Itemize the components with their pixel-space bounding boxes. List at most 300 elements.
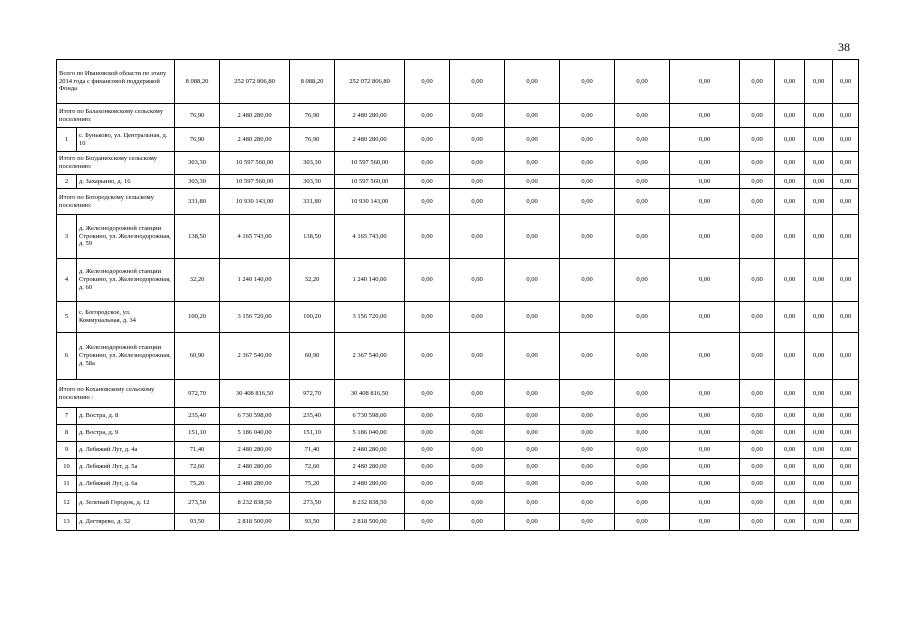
value-cell: 0,00	[615, 215, 670, 259]
value-cell: 0,00	[560, 408, 615, 425]
value-cell: 273,50	[290, 493, 335, 514]
value-cell: 0,00	[805, 425, 833, 442]
value-cell: 0,00	[740, 175, 775, 189]
value-cell: 0,00	[670, 259, 740, 302]
value-cell: 2 480 280,00	[220, 128, 290, 152]
value-cell: 0,00	[405, 215, 450, 259]
value-cell: 0,00	[805, 175, 833, 189]
value-cell: 0,00	[560, 215, 615, 259]
value-cell: 0,00	[560, 152, 615, 175]
value-cell: 0,00	[740, 425, 775, 442]
value-cell: 303,30	[175, 152, 220, 175]
value-cell: 331,80	[175, 189, 220, 215]
value-cell: 0,00	[615, 104, 670, 128]
value-cell: 0,00	[805, 60, 833, 104]
value-cell: 0,00	[405, 408, 450, 425]
value-cell: 0,00	[450, 259, 505, 302]
value-cell: 0,00	[615, 380, 670, 408]
value-cell: 0,00	[505, 459, 560, 476]
value-cell: 32,20	[290, 259, 335, 302]
value-cell: 0,00	[670, 476, 740, 493]
value-cell: 303,30	[290, 152, 335, 175]
address-cell: д. Железнодорожной станции Строкино, ул. Железнодорожная, д. 60	[77, 259, 175, 302]
value-cell: 2 367 540,00	[335, 333, 405, 380]
value-cell: 0,00	[450, 514, 505, 531]
value-cell: 2 480 280,00	[335, 476, 405, 493]
value-cell: 71,40	[175, 442, 220, 459]
value-cell: 0,00	[670, 104, 740, 128]
value-cell: 0,00	[833, 215, 859, 259]
value-cell: 0,00	[450, 215, 505, 259]
value-cell: 76,90	[290, 104, 335, 128]
value-cell: 8 232 838,50	[220, 493, 290, 514]
value-cell: 0,00	[775, 104, 805, 128]
value-cell: 3 156 720,00	[335, 302, 405, 333]
value-cell: 0,00	[805, 493, 833, 514]
value-cell: 0,00	[833, 302, 859, 333]
row-number-cell: 3	[57, 215, 77, 259]
value-cell: 0,00	[450, 175, 505, 189]
value-cell: 0,00	[560, 493, 615, 514]
value-cell: 0,00	[505, 175, 560, 189]
value-cell: 0,00	[670, 493, 740, 514]
value-cell: 0,00	[775, 425, 805, 442]
value-cell: 0,00	[670, 302, 740, 333]
value-cell: 0,00	[615, 476, 670, 493]
value-cell: 0,00	[505, 215, 560, 259]
value-cell: 0,00	[560, 333, 615, 380]
value-cell: 0,00	[505, 514, 560, 531]
value-cell: 0,00	[405, 333, 450, 380]
value-cell: 6 730 598,00	[220, 408, 290, 425]
page-number: 38	[838, 40, 850, 54]
summary-label-cell: Итого по Богородскому сельскому поселению:	[57, 189, 175, 215]
value-cell: 0,00	[833, 104, 859, 128]
value-cell: 0,00	[670, 380, 740, 408]
value-cell: 0,00	[560, 259, 615, 302]
value-cell: 76,90	[175, 104, 220, 128]
value-cell: 30 408 816,50	[220, 380, 290, 408]
summary-label-cell: Всего по Ивановской области по этапу 2014 года с финансовой поддержкой Фонда	[57, 60, 175, 104]
value-cell: 235,40	[175, 408, 220, 425]
value-cell: 0,00	[615, 442, 670, 459]
value-cell: 0,00	[740, 60, 775, 104]
value-cell: 0,00	[505, 333, 560, 380]
value-cell: 0,00	[560, 442, 615, 459]
value-cell: 3 156 720,00	[220, 302, 290, 333]
value-cell: 0,00	[615, 259, 670, 302]
value-cell: 0,00	[670, 514, 740, 531]
value-cell: 252 072 806,80	[335, 60, 405, 104]
value-cell: 0,00	[775, 302, 805, 333]
summary-label-cell: Итого по Балахонковскому сельскому поселению:	[57, 104, 175, 128]
value-cell: 10 597 560,00	[220, 152, 290, 175]
value-cell: 0,00	[450, 476, 505, 493]
value-cell: 0,00	[560, 189, 615, 215]
value-cell: 0,00	[405, 514, 450, 531]
value-cell: 76,90	[175, 128, 220, 152]
row-number-cell: 10	[57, 459, 77, 476]
value-cell: 0,00	[833, 425, 859, 442]
table-row	[57, 259, 859, 302]
value-cell: 75,20	[290, 476, 335, 493]
value-cell: 252 072 806,80	[220, 60, 290, 104]
value-cell: 2 480 280,00	[335, 104, 405, 128]
address-cell: с. Богородское, ул. Коммунальная, д. 34	[77, 302, 175, 333]
value-cell: 0,00	[775, 408, 805, 425]
value-cell: 0,00	[833, 408, 859, 425]
value-cell: 0,00	[670, 189, 740, 215]
value-cell: 0,00	[560, 476, 615, 493]
table-row	[57, 408, 859, 425]
value-cell: 0,00	[450, 442, 505, 459]
value-cell: 0,00	[670, 408, 740, 425]
value-cell: 138,50	[175, 215, 220, 259]
value-cell: 0,00	[505, 189, 560, 215]
value-cell: 0,00	[805, 333, 833, 380]
value-cell: 0,00	[615, 302, 670, 333]
value-cell: 0,00	[505, 259, 560, 302]
value-cell: 0,00	[560, 302, 615, 333]
row-number-cell: 12	[57, 493, 77, 514]
value-cell: 30 408 816,50	[335, 380, 405, 408]
value-cell: 0,00	[833, 493, 859, 514]
housing-program-table	[56, 59, 859, 531]
value-cell: 0,00	[670, 215, 740, 259]
value-cell: 0,00	[615, 152, 670, 175]
value-cell: 1 240 140,00	[335, 259, 405, 302]
value-cell: 0,00	[775, 128, 805, 152]
value-cell: 0,00	[775, 442, 805, 459]
value-cell: 0,00	[505, 302, 560, 333]
table-row	[57, 128, 859, 152]
value-cell: 71,40	[290, 442, 335, 459]
row-number-cell: 2	[57, 175, 77, 189]
value-cell: 0,00	[670, 442, 740, 459]
value-cell: 0,00	[775, 175, 805, 189]
table-row	[57, 476, 859, 493]
value-cell: 0,00	[805, 128, 833, 152]
value-cell: 0,00	[670, 425, 740, 442]
summary-label-cell: Итого по Кохановскому сельскому поселению :	[57, 380, 175, 408]
value-cell: 6 730 598,00	[335, 408, 405, 425]
value-cell: 93,50	[175, 514, 220, 531]
value-cell: 0,00	[670, 128, 740, 152]
value-cell: 0,00	[833, 514, 859, 531]
value-cell: 0,00	[805, 215, 833, 259]
value-cell: 60,90	[175, 333, 220, 380]
value-cell: 0,00	[740, 215, 775, 259]
value-cell: 100,20	[290, 302, 335, 333]
value-cell: 0,00	[505, 425, 560, 442]
value-cell: 1 240 140,00	[220, 259, 290, 302]
row-number-cell: 9	[57, 442, 77, 459]
value-cell: 0,00	[405, 425, 450, 442]
value-cell: 5 186 040,00	[335, 425, 405, 442]
value-cell: 0,00	[560, 459, 615, 476]
address-cell: д. Лебяжий Луг, д. 4а	[77, 442, 175, 459]
value-cell: 0,00	[833, 459, 859, 476]
value-cell: 0,00	[450, 128, 505, 152]
value-cell: 0,00	[405, 189, 450, 215]
value-cell: 0,00	[805, 259, 833, 302]
value-cell: 0,00	[740, 380, 775, 408]
address-cell: д. Захарьино, д. 16	[77, 175, 175, 189]
value-cell: 10 597 560,00	[335, 175, 405, 189]
row-number-cell: 4	[57, 259, 77, 302]
value-cell: 72,60	[175, 459, 220, 476]
value-cell: 2 480 280,00	[220, 442, 290, 459]
value-cell: 8 088,20	[175, 60, 220, 104]
address-cell: д. Дегтярево, д. 32	[77, 514, 175, 531]
value-cell: 0,00	[833, 333, 859, 380]
table-row	[57, 459, 859, 476]
value-cell: 0,00	[670, 333, 740, 380]
value-cell: 0,00	[775, 380, 805, 408]
value-cell: 0,00	[615, 514, 670, 531]
value-cell: 0,00	[805, 459, 833, 476]
value-cell: 0,00	[833, 476, 859, 493]
table-row	[57, 493, 859, 514]
value-cell: 0,00	[805, 408, 833, 425]
value-cell: 0,00	[833, 442, 859, 459]
value-cell: 0,00	[450, 60, 505, 104]
value-cell: 0,00	[560, 104, 615, 128]
value-cell: 2 480 280,00	[220, 104, 290, 128]
value-cell: 273,50	[175, 493, 220, 514]
value-cell: 0,00	[560, 175, 615, 189]
value-cell: 972,70	[175, 380, 220, 408]
value-cell: 0,00	[775, 152, 805, 175]
value-cell: 0,00	[615, 128, 670, 152]
address-cell: д. Лебяжий Луг, д. 5а	[77, 459, 175, 476]
value-cell: 0,00	[505, 60, 560, 104]
value-cell: 0,00	[450, 189, 505, 215]
row-number-cell: 7	[57, 408, 77, 425]
value-cell: 0,00	[615, 333, 670, 380]
table-row	[57, 442, 859, 459]
value-cell: 0,00	[560, 514, 615, 531]
value-cell: 0,00	[505, 442, 560, 459]
table-row	[57, 215, 859, 259]
value-cell: 0,00	[670, 175, 740, 189]
value-cell: 0,00	[615, 493, 670, 514]
value-cell: 0,00	[740, 514, 775, 531]
value-cell: 0,00	[450, 425, 505, 442]
value-cell: 303,30	[290, 175, 335, 189]
address-cell: д. Лебяжий Луг, д. 6а	[77, 476, 175, 493]
table-row	[57, 175, 859, 189]
value-cell: 93,50	[290, 514, 335, 531]
summary-row	[57, 152, 859, 175]
value-cell: 0,00	[805, 189, 833, 215]
value-cell: 0,00	[405, 175, 450, 189]
value-cell: 303,30	[175, 175, 220, 189]
value-cell: 0,00	[405, 259, 450, 302]
row-number-cell: 13	[57, 514, 77, 531]
address-cell: с. Буньково, ул. Центральная, д. 10	[77, 128, 175, 152]
value-cell: 0,00	[405, 128, 450, 152]
value-cell: 2 480 280,00	[220, 476, 290, 493]
value-cell: 0,00	[775, 189, 805, 215]
value-cell: 0,00	[775, 333, 805, 380]
value-cell: 331,80	[290, 189, 335, 215]
value-cell: 2 818 500,00	[335, 514, 405, 531]
value-cell: 972,70	[290, 380, 335, 408]
value-cell: 0,00	[833, 128, 859, 152]
value-cell: 2 818 500,00	[220, 514, 290, 531]
value-cell: 10 597 560,00	[335, 152, 405, 175]
value-cell: 0,00	[740, 476, 775, 493]
value-cell: 0,00	[450, 333, 505, 380]
value-cell: 5 186 040,00	[220, 425, 290, 442]
address-cell: д. Железнодорожной станции Строкино, ул. Железнодорожная, д. 58а	[77, 333, 175, 380]
value-cell: 0,00	[775, 459, 805, 476]
value-cell: 0,00	[833, 152, 859, 175]
value-cell: 151,10	[290, 425, 335, 442]
value-cell: 0,00	[833, 259, 859, 302]
row-number-cell: 5	[57, 302, 77, 333]
value-cell: 0,00	[833, 189, 859, 215]
value-cell: 0,00	[450, 408, 505, 425]
summary-label-cell: Итого по Богданихскому сельскому поселению:	[57, 152, 175, 175]
value-cell: 0,00	[405, 302, 450, 333]
address-cell: д. Железнодорожной станции Строкино, ул. Железнодорожная, д. 59	[77, 215, 175, 259]
value-cell: 2 480 280,00	[335, 459, 405, 476]
value-cell: 0,00	[740, 104, 775, 128]
value-cell: 2 480 280,00	[220, 459, 290, 476]
value-cell: 0,00	[775, 514, 805, 531]
value-cell: 60,90	[290, 333, 335, 380]
value-cell: 10 597 560,00	[220, 175, 290, 189]
value-cell: 0,00	[670, 60, 740, 104]
value-cell: 138,50	[290, 215, 335, 259]
value-cell: 72,60	[290, 459, 335, 476]
value-cell: 0,00	[405, 60, 450, 104]
address-cell: д. Зеленый Городок, д. 12	[77, 493, 175, 514]
value-cell: 0,00	[670, 459, 740, 476]
value-cell: 0,00	[560, 128, 615, 152]
value-cell: 10 930 143,00	[335, 189, 405, 215]
value-cell: 0,00	[833, 380, 859, 408]
value-cell: 0,00	[740, 459, 775, 476]
value-cell: 75,20	[175, 476, 220, 493]
value-cell: 0,00	[805, 152, 833, 175]
value-cell: 0,00	[405, 476, 450, 493]
row-number-cell: 8	[57, 425, 77, 442]
value-cell: 4 165 743,00	[335, 215, 405, 259]
value-cell: 0,00	[450, 152, 505, 175]
value-cell: 0,00	[405, 104, 450, 128]
value-cell: 0,00	[775, 60, 805, 104]
value-cell: 0,00	[450, 380, 505, 408]
table-row	[57, 302, 859, 333]
value-cell: 0,00	[405, 152, 450, 175]
table-row	[57, 333, 859, 380]
value-cell: 0,00	[615, 408, 670, 425]
value-cell: 0,00	[505, 128, 560, 152]
value-cell: 0,00	[405, 442, 450, 459]
value-cell: 2 480 280,00	[335, 442, 405, 459]
value-cell: 0,00	[505, 152, 560, 175]
value-cell: 0,00	[775, 259, 805, 302]
value-cell: 0,00	[833, 175, 859, 189]
value-cell: 0,00	[615, 425, 670, 442]
value-cell: 10 930 143,00	[220, 189, 290, 215]
value-cell: 0,00	[450, 459, 505, 476]
value-cell: 0,00	[805, 380, 833, 408]
value-cell: 0,00	[740, 302, 775, 333]
row-number-cell: 1	[57, 128, 77, 152]
value-cell: 0,00	[505, 380, 560, 408]
summary-row	[57, 104, 859, 128]
value-cell: 0,00	[450, 104, 505, 128]
value-cell: 0,00	[560, 380, 615, 408]
summary-row	[57, 60, 859, 104]
value-cell: 0,00	[740, 189, 775, 215]
summary-row	[57, 380, 859, 408]
table-row	[57, 425, 859, 442]
value-cell: 0,00	[805, 476, 833, 493]
value-cell: 0,00	[670, 152, 740, 175]
value-cell: 0,00	[615, 459, 670, 476]
row-number-cell: 11	[57, 476, 77, 493]
value-cell: 8 088,20	[290, 60, 335, 104]
value-cell: 0,00	[805, 302, 833, 333]
value-cell: 0,00	[805, 104, 833, 128]
summary-row	[57, 189, 859, 215]
value-cell: 0,00	[450, 493, 505, 514]
value-cell: 0,00	[405, 493, 450, 514]
value-cell: 0,00	[505, 476, 560, 493]
value-cell: 2 367 540,00	[220, 333, 290, 380]
value-cell: 0,00	[740, 408, 775, 425]
value-cell: 0,00	[775, 215, 805, 259]
value-cell: 76,90	[290, 128, 335, 152]
value-cell: 0,00	[740, 259, 775, 302]
value-cell: 0,00	[740, 152, 775, 175]
value-cell: 0,00	[740, 333, 775, 380]
value-cell: 151,10	[175, 425, 220, 442]
value-cell: 0,00	[740, 128, 775, 152]
value-cell: 235,40	[290, 408, 335, 425]
value-cell: 0,00	[775, 493, 805, 514]
row-number-cell: 6	[57, 333, 77, 380]
value-cell: 0,00	[775, 476, 805, 493]
value-cell: 8 232 838,50	[335, 493, 405, 514]
value-cell: 0,00	[833, 60, 859, 104]
value-cell: 0,00	[615, 175, 670, 189]
table-row	[57, 514, 859, 531]
value-cell: 0,00	[560, 60, 615, 104]
value-cell: 0,00	[505, 493, 560, 514]
address-cell: д. Востра, д. 9	[77, 425, 175, 442]
value-cell: 0,00	[805, 442, 833, 459]
value-cell: 0,00	[505, 408, 560, 425]
value-cell: 32,20	[175, 259, 220, 302]
value-cell: 0,00	[505, 104, 560, 128]
value-cell: 0,00	[615, 60, 670, 104]
address-cell: д. Востра, д. 8	[77, 408, 175, 425]
value-cell: 0,00	[405, 380, 450, 408]
value-cell: 0,00	[405, 459, 450, 476]
value-cell: 4 165 743,00	[220, 215, 290, 259]
table-body	[57, 60, 859, 531]
value-cell: 0,00	[450, 302, 505, 333]
value-cell: 2 480 280,00	[335, 128, 405, 152]
value-cell: 100,20	[175, 302, 220, 333]
value-cell: 0,00	[615, 189, 670, 215]
